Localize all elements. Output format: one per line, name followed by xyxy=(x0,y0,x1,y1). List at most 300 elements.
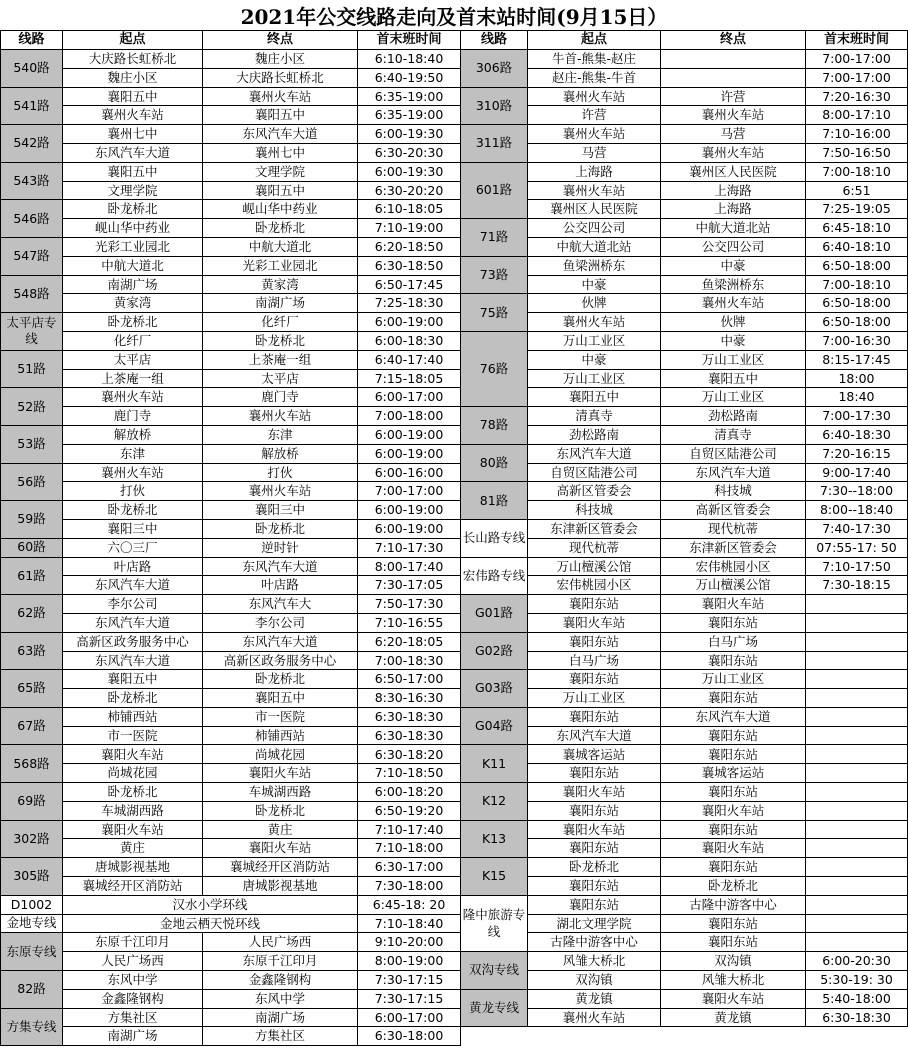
start-stop-cell: 卧龙桥北 xyxy=(63,501,203,520)
schedule-time-cell: 6:20-18:05 xyxy=(358,633,461,652)
start-stop-cell: 中豪 xyxy=(528,276,661,295)
start-stop-cell: 襄州火车站 xyxy=(528,125,661,144)
end-stop-cell: 襄阳东站 xyxy=(661,821,806,840)
route-name-cell: 80路 xyxy=(461,445,528,483)
end-stop-cell: 科技城 xyxy=(661,482,806,501)
schedule-time-cell: 6:50-17:00 xyxy=(358,670,461,689)
end-stop-cell: 劲松路南 xyxy=(661,407,806,426)
schedule-time-cell xyxy=(806,745,908,764)
end-stop-cell: 襄阳东站 xyxy=(661,783,806,802)
schedule-time-cell xyxy=(806,877,908,896)
end-stop-cell: 李尔公司 xyxy=(203,614,358,633)
route-name-cell: G01路 xyxy=(461,595,528,633)
schedule-time-cell: 6:51 xyxy=(806,182,908,201)
end-stop-cell: 宏伟桃园小区 xyxy=(661,558,806,577)
route-name-cell: 311路 xyxy=(461,125,528,163)
schedule-time-cell: 6:00-19:30 xyxy=(358,125,461,144)
route-name-cell: 542路 xyxy=(0,125,63,163)
schedule-time-cell: 6:35-19:00 xyxy=(358,88,461,107)
route-name-cell: 546路 xyxy=(0,200,63,238)
start-stop-cell: 万山工业区 xyxy=(528,370,661,389)
start-stop-cell: 万山工业区 xyxy=(528,332,661,351)
schedule-time-cell xyxy=(806,821,908,840)
route-name-cell: 67路 xyxy=(0,708,63,746)
route-name-cell: 601路 xyxy=(461,163,528,219)
schedule-time-cell: 7:00-17:30 xyxy=(806,407,908,426)
schedule-time-cell: 18:40 xyxy=(806,388,908,407)
schedule-time-cell xyxy=(806,652,908,671)
end-stop-cell: 东原千江印月 xyxy=(203,952,358,971)
end-stop-cell: 大庆路长虹桥北 xyxy=(203,69,358,88)
schedule-time-cell: 6:00-19:00 xyxy=(358,313,461,332)
schedule-time-cell: 6:00-16:00 xyxy=(358,464,461,483)
schedule-time-cell: 9:10-20:00 xyxy=(358,933,461,952)
end-stop-cell: 黄家湾 xyxy=(203,276,358,295)
start-stop-cell: 卧龙桥北 xyxy=(63,783,203,802)
start-stop-cell: 尚城花园 xyxy=(63,764,203,783)
start-stop-cell: 襄阳东站 xyxy=(528,633,661,652)
start-stop-cell: 解放桥 xyxy=(63,426,203,445)
start-stop-cell: 中豪 xyxy=(528,351,661,370)
schedule-time-cell: 7:30--18:00 xyxy=(806,482,908,501)
schedule-time-cell: 6:00-17:00 xyxy=(358,1009,461,1028)
end-stop-cell: 襄阳东站 xyxy=(661,727,806,746)
end-stop-cell: 襄阳东站 xyxy=(661,614,806,633)
end-stop-cell: 清真寺 xyxy=(661,426,806,445)
schedule-time-cell: 6:30-18:20 xyxy=(358,745,461,764)
end-stop-cell: 东风汽车大道 xyxy=(203,633,358,652)
end-stop-cell: 襄州七中 xyxy=(203,144,358,163)
route-name-cell: 306路 xyxy=(461,50,528,88)
start-stop-cell: 市一医院 xyxy=(63,727,203,746)
start-stop-cell: 襄阳东站 xyxy=(528,708,661,727)
start-stop-cell: 襄阳火车站 xyxy=(63,821,203,840)
start-stop-cell: 高新区管委会 xyxy=(528,482,661,501)
left-header-start: 起点 xyxy=(63,31,203,50)
route-name-cell: 69路 xyxy=(0,783,63,821)
start-stop-cell: 襄阳东站 xyxy=(528,595,661,614)
schedule-time-cell: 6:40-18:30 xyxy=(806,426,908,445)
route-name-cell: 75路 xyxy=(461,294,528,332)
schedule-time-cell xyxy=(806,633,908,652)
end-stop-cell: 襄阳东站 xyxy=(661,689,806,708)
route-name-cell: G03路 xyxy=(461,670,528,708)
route-name-cell: 81路 xyxy=(461,482,528,520)
end-stop-cell: 岘山华中药业 xyxy=(203,200,358,219)
start-stop-cell: 襄阳火车站 xyxy=(528,614,661,633)
end-stop-cell: 襄阳五中 xyxy=(203,182,358,201)
end-stop-cell: 东津新区管委会 xyxy=(661,539,806,558)
start-stop-cell: 太平店 xyxy=(63,351,203,370)
start-stop-cell: 卧龙桥北 xyxy=(63,200,203,219)
route-name-cell: 302路 xyxy=(0,821,63,859)
end-stop-cell: 太平店 xyxy=(203,370,358,389)
start-stop-cell: 东津新区管委会 xyxy=(528,520,661,539)
start-stop-cell: 牛首-熊集-赵庄 xyxy=(528,50,661,69)
start-stop-cell: 襄阳五中 xyxy=(63,88,203,107)
right-header-start: 起点 xyxy=(528,31,661,50)
start-stop-cell: 六〇三厂 xyxy=(63,539,203,558)
start-stop-cell: 古隆中游客中心 xyxy=(528,933,661,952)
start-stop-cell: 打伙 xyxy=(63,482,203,501)
schedule-time-cell: 7:50-16:50 xyxy=(806,144,908,163)
start-stop-cell: 湖北文理学院 xyxy=(528,915,661,934)
start-stop-cell: 方集社区 xyxy=(63,1009,203,1028)
start-stop-cell: 公交四公司 xyxy=(528,219,661,238)
schedule-time-cell: 8:00-17:40 xyxy=(358,558,461,577)
schedule-time-cell: 6:00-19:00 xyxy=(358,426,461,445)
start-stop-cell: 襄阳东站 xyxy=(528,839,661,858)
route-name-cell: K13 xyxy=(461,821,528,859)
schedule-time-cell: 6:40-18:10 xyxy=(806,238,908,257)
end-stop-cell: 伙牌 xyxy=(661,313,806,332)
start-stop-cell: 襄州区人民医院 xyxy=(528,200,661,219)
end-stop-cell: 黄庄 xyxy=(203,821,358,840)
end-stop-cell: 柿铺西站 xyxy=(203,727,358,746)
schedule-time-cell: 5:30-19: 30 xyxy=(806,971,908,990)
schedule-time-cell: 7:10-18:50 xyxy=(358,764,461,783)
schedule-time-cell: 7:10-18:00 xyxy=(358,839,461,858)
start-stop-cell: 魏庄小区 xyxy=(63,69,203,88)
end-stop-cell: 卧龙桥北 xyxy=(203,802,358,821)
schedule-time-cell xyxy=(806,858,908,877)
route-name-cell: 63路 xyxy=(0,633,63,671)
schedule-time-cell: 6:30-20:30 xyxy=(358,144,461,163)
route-name-cell: 53路 xyxy=(0,426,63,464)
end-stop-cell: 中航大道北 xyxy=(203,238,358,257)
schedule-time-cell: 7:10-17:40 xyxy=(358,821,461,840)
schedule-time-cell: 6:35-19:00 xyxy=(358,106,461,125)
start-stop-cell: 东风汽车大道 xyxy=(528,727,661,746)
schedule-time-cell: 6:30-18:00 xyxy=(358,1027,461,1046)
end-stop-cell: 上海路 xyxy=(661,200,806,219)
start-stop-cell: 风雏大桥北 xyxy=(528,952,661,971)
schedule-time-cell: 6:40-19:50 xyxy=(358,69,461,88)
end-stop-cell: 叶店路 xyxy=(203,576,358,595)
start-stop-cell: 车城湖西路 xyxy=(63,802,203,821)
schedule-time-cell: 7:00-17:00 xyxy=(358,482,461,501)
schedule-time-cell: 7:00-18:10 xyxy=(806,276,908,295)
route-name-cell: 61路 xyxy=(0,558,63,596)
start-stop-cell: 襄州火车站 xyxy=(63,106,203,125)
end-stop-cell: 襄州区人民医院 xyxy=(661,163,806,182)
left-header-route: 线路 xyxy=(0,31,63,50)
schedule-time-cell: 6:00-19:00 xyxy=(358,501,461,520)
schedule-time-cell: 6:30-18:30 xyxy=(358,708,461,727)
route-name-cell: 52路 xyxy=(0,388,63,426)
schedule-time-cell xyxy=(806,727,908,746)
schedule-time-cell xyxy=(806,670,908,689)
end-stop-cell: 唐城影视基地 xyxy=(203,877,358,896)
route-name-cell: 540路 xyxy=(0,50,63,88)
start-stop-cell: 科技城 xyxy=(528,501,661,520)
end-stop-cell: 襄城客运站 xyxy=(661,764,806,783)
schedule-time-cell: 7:00-17:00 xyxy=(806,50,908,69)
schedule-time-cell: 6:45-18: 20 xyxy=(358,896,461,915)
route-name-cell: 62路 xyxy=(0,595,63,633)
end-stop-cell: 逆时针 xyxy=(203,539,358,558)
end-stop-cell: 襄州火车站 xyxy=(661,144,806,163)
start-stop-cell: 黄家湾 xyxy=(63,294,203,313)
schedule-time-cell: 7:50-17:30 xyxy=(358,595,461,614)
start-stop-cell: 襄阳东站 xyxy=(528,764,661,783)
end-stop-cell: 公交四公司 xyxy=(661,238,806,257)
schedule-time-cell: 6:30-17:00 xyxy=(358,858,461,877)
start-stop-cell: 化纤厂 xyxy=(63,332,203,351)
route-name-cell: 543路 xyxy=(0,163,63,201)
schedule-time-cell: 6:50-17:45 xyxy=(358,276,461,295)
start-stop-cell: 中航大道北站 xyxy=(528,238,661,257)
end-stop-cell: 人民广场西 xyxy=(203,933,358,952)
start-stop-cell: 柿铺西站 xyxy=(63,708,203,727)
end-stop-cell: 襄阳东站 xyxy=(661,652,806,671)
end-stop-cell: 中豪 xyxy=(661,257,806,276)
loop-route-cell: 金地云栖天悦环线 xyxy=(63,915,358,934)
schedule-time-cell: 6:00-19:30 xyxy=(358,163,461,182)
start-stop-cell: 黄龙镇 xyxy=(528,990,661,1009)
start-stop-cell: 卧龙桥北 xyxy=(528,858,661,877)
schedule-time-cell: 7:20-16:30 xyxy=(806,88,908,107)
end-stop-cell: 黄龙镇 xyxy=(661,1009,806,1028)
end-stop-cell: 东风中学 xyxy=(203,990,358,1009)
start-stop-cell: 襄阳东站 xyxy=(528,670,661,689)
schedule-time-cell: 07:55-17: 50 xyxy=(806,539,908,558)
end-stop-cell: 东风汽车大道 xyxy=(203,125,358,144)
start-stop-cell: 岘山华中药业 xyxy=(63,219,203,238)
start-stop-cell: 上茶庵一组 xyxy=(63,370,203,389)
end-stop-cell: 化纤厂 xyxy=(203,313,358,332)
page-title: 2021年公交线路走向及首末站时间(9月15日） xyxy=(0,0,908,31)
route-name-cell: K11 xyxy=(461,745,528,783)
left-header-end: 终点 xyxy=(203,31,358,50)
route-name-cell: 541路 xyxy=(0,88,63,126)
end-stop-cell: 襄阳东站 xyxy=(661,915,806,934)
end-stop-cell: 卧龙桥北 xyxy=(661,877,806,896)
route-name-cell: 方集专线 xyxy=(0,1009,63,1047)
end-stop-cell: 襄阳五中 xyxy=(203,106,358,125)
route-name-cell: 金地专线 xyxy=(0,915,63,934)
schedule-time-cell: 6:50-19:20 xyxy=(358,802,461,821)
route-name-cell: 宏伟路专线 xyxy=(461,558,528,596)
start-stop-cell: 李尔公司 xyxy=(63,595,203,614)
end-stop-cell: 风雏大桥北 xyxy=(661,971,806,990)
end-stop-cell: 鱼梁洲桥东 xyxy=(661,276,806,295)
schedule-time-cell: 6:30-20:20 xyxy=(358,182,461,201)
end-stop-cell: 车城湖西路 xyxy=(203,783,358,802)
schedule-time-cell xyxy=(806,802,908,821)
end-stop-cell: 高新区管委会 xyxy=(661,501,806,520)
route-name-cell: 305路 xyxy=(0,858,63,896)
schedule-time-cell xyxy=(806,783,908,802)
route-name-cell: K12 xyxy=(461,783,528,821)
schedule-time-cell: 6:00-20:30 xyxy=(806,952,908,971)
end-stop-cell: 襄阳火车站 xyxy=(661,839,806,858)
start-stop-cell: 许营 xyxy=(528,106,661,125)
schedule-time-cell xyxy=(806,915,908,934)
schedule-time-cell: 6:50-18:00 xyxy=(806,294,908,313)
schedule-time-cell: 6:50-18:00 xyxy=(806,257,908,276)
end-stop-cell: 市一医院 xyxy=(203,708,358,727)
end-stop-cell: 魏庄小区 xyxy=(203,50,358,69)
schedule-time-cell: 7:10-16:00 xyxy=(806,125,908,144)
end-stop-cell: 尚城花园 xyxy=(203,745,358,764)
end-stop-cell: 襄州火车站 xyxy=(203,407,358,426)
end-stop-cell: 襄阳火车站 xyxy=(661,595,806,614)
start-stop-cell: 襄州火车站 xyxy=(528,1009,661,1028)
route-name-cell: 310路 xyxy=(461,88,528,126)
start-stop-cell: 光彩工业园北 xyxy=(63,238,203,257)
end-stop-cell: 卧龙桥北 xyxy=(203,332,358,351)
route-name-cell: G04路 xyxy=(461,708,528,746)
route-name-cell: 548路 xyxy=(0,276,63,314)
schedule-time-cell xyxy=(806,689,908,708)
schedule-time-cell: 7:10-16:55 xyxy=(358,614,461,633)
schedule-time-cell xyxy=(806,614,908,633)
schedule-time-cell: 7:10-18:40 xyxy=(358,915,461,934)
schedule-time-cell: 7:30-18:15 xyxy=(806,576,908,595)
end-stop-cell: 上茶庵一组 xyxy=(203,351,358,370)
route-name-cell: 60路 xyxy=(0,539,63,558)
end-stop-cell: 襄州火车站 xyxy=(203,482,358,501)
route-name-cell: 82路 xyxy=(0,971,63,1009)
end-stop-cell: 襄城经开区消防站 xyxy=(203,858,358,877)
schedule-time-cell: 6:00-18:30 xyxy=(358,332,461,351)
start-stop-cell: 东风汽车大道 xyxy=(63,652,203,671)
route-name-cell: 隆中旅游专线 xyxy=(461,896,528,952)
schedule-time-cell: 7:30-17:15 xyxy=(358,990,461,1009)
end-stop-cell: 襄阳东站 xyxy=(661,858,806,877)
schedule-time-cell xyxy=(806,839,908,858)
right-header-time: 首末班时间 xyxy=(806,31,908,50)
end-stop-cell: 方集社区 xyxy=(203,1027,358,1046)
right-header-route: 线路 xyxy=(461,31,528,50)
schedule-time-cell: 7:00-18:10 xyxy=(806,163,908,182)
end-stop-cell: 马营 xyxy=(661,125,806,144)
schedule-time-cell: 8:15-17:45 xyxy=(806,351,908,370)
end-stop-cell: 襄阳火车站 xyxy=(203,764,358,783)
start-stop-cell: 东风中学 xyxy=(63,971,203,990)
end-stop-cell: 高新区政务服务中心 xyxy=(203,652,358,671)
schedule-time-cell: 6:00-17:00 xyxy=(358,388,461,407)
start-stop-cell: 宏伟桃园小区 xyxy=(528,576,661,595)
route-name-cell: 双沟专线 xyxy=(461,952,528,990)
left-header-time: 首末班时间 xyxy=(358,31,461,50)
route-name-cell: 长山路专线 xyxy=(461,520,528,558)
start-stop-cell: 清真寺 xyxy=(528,407,661,426)
start-stop-cell: 白马广场 xyxy=(528,652,661,671)
route-name-cell: 73路 xyxy=(461,257,528,295)
right-header-end: 终点 xyxy=(661,31,806,50)
schedule-time-cell: 7:40-17:30 xyxy=(806,520,908,539)
route-name-cell: 59路 xyxy=(0,501,63,539)
start-stop-cell: 襄阳火车站 xyxy=(528,783,661,802)
end-stop-cell: 东风汽车大 xyxy=(203,595,358,614)
schedule-time-cell xyxy=(806,764,908,783)
start-stop-cell: 东津 xyxy=(63,445,203,464)
start-stop-cell: 南湖广场 xyxy=(63,1027,203,1046)
schedule-time-cell: 7:25-19:05 xyxy=(806,200,908,219)
start-stop-cell: 东风汽车大道 xyxy=(528,445,661,464)
schedule-time-cell: 7:10-19:00 xyxy=(358,219,461,238)
route-name-cell: 568路 xyxy=(0,745,63,783)
end-stop-cell xyxy=(661,50,806,69)
schedule-time-cell xyxy=(806,708,908,727)
schedule-time-cell: 7:30-18:00 xyxy=(358,877,461,896)
route-name-cell: 黄龙专线 xyxy=(461,990,528,1028)
route-name-cell: 65路 xyxy=(0,670,63,708)
start-stop-cell: 东风汽车大道 xyxy=(63,144,203,163)
start-stop-cell: 襄阳五中 xyxy=(528,388,661,407)
end-stop-cell: 现代杭蒂 xyxy=(661,520,806,539)
schedule-time-cell: 8:00-17:10 xyxy=(806,106,908,125)
start-stop-cell: 襄州火车站 xyxy=(528,88,661,107)
start-stop-cell: 劲松路南 xyxy=(528,426,661,445)
end-stop-cell: 东风汽车大道 xyxy=(203,558,358,577)
schedule-time-cell xyxy=(806,896,908,915)
start-stop-cell: 襄州火车站 xyxy=(528,182,661,201)
start-stop-cell: 卧龙桥北 xyxy=(63,313,203,332)
schedule-time-cell: 9:00-17:40 xyxy=(806,464,908,483)
start-stop-cell: 东风汽车大道 xyxy=(63,576,203,595)
start-stop-cell: 鹿门寺 xyxy=(63,407,203,426)
schedule-time-cell xyxy=(806,595,908,614)
end-stop-cell: 东风汽车大道 xyxy=(661,464,806,483)
end-stop-cell: 古隆中游客中心 xyxy=(661,896,806,915)
end-stop-cell: 襄州火车站 xyxy=(661,106,806,125)
end-stop-cell: 襄州火车站 xyxy=(203,88,358,107)
start-stop-cell: 黄庄 xyxy=(63,839,203,858)
schedule-time-cell: 6:30-18:30 xyxy=(806,1009,908,1028)
schedule-time-cell: 7:00-18:30 xyxy=(358,652,461,671)
end-stop-cell: 襄阳三中 xyxy=(203,501,358,520)
schedule-time-cell: 6:50-18:00 xyxy=(806,313,908,332)
end-stop-cell: 万山工业区 xyxy=(661,351,806,370)
end-stop-cell: 卧龙桥北 xyxy=(203,219,358,238)
route-name-cell: 56路 xyxy=(0,464,63,502)
loop-route-cell: 汉水小学环线 xyxy=(63,896,358,915)
start-stop-cell: 伙牌 xyxy=(528,294,661,313)
schedule-time-cell: 7:10-17:30 xyxy=(358,539,461,558)
end-stop-cell: 许营 xyxy=(661,88,806,107)
start-stop-cell: 万山檀溪公馆 xyxy=(528,558,661,577)
schedule-time-cell: 6:30-18:30 xyxy=(358,727,461,746)
start-stop-cell: 襄阳三中 xyxy=(63,520,203,539)
end-stop-cell: 卧龙桥北 xyxy=(203,670,358,689)
schedule-time-cell: 8:30-16:30 xyxy=(358,689,461,708)
end-stop-cell: 自贸区陆港公司 xyxy=(661,445,806,464)
schedule-time-cell: 6:10-18:40 xyxy=(358,50,461,69)
start-stop-cell: 赵庄-熊集-牛首 xyxy=(528,69,661,88)
schedule-time-cell: 7:15-18:05 xyxy=(358,370,461,389)
start-stop-cell: 卧龙桥北 xyxy=(63,689,203,708)
schedule-time-cell: 6:45-18:10 xyxy=(806,219,908,238)
start-stop-cell: 襄州火车站 xyxy=(528,313,661,332)
start-stop-cell: 鱼梁洲桥东 xyxy=(528,257,661,276)
start-stop-cell: 襄阳火车站 xyxy=(528,821,661,840)
schedule-time-cell: 5:40-18:00 xyxy=(806,990,908,1009)
schedule-time-cell: 6:00-19:00 xyxy=(358,520,461,539)
start-stop-cell: 襄城经开区消防站 xyxy=(63,877,203,896)
start-stop-cell: 襄阳五中 xyxy=(63,670,203,689)
end-stop-cell: 万山工业区 xyxy=(661,670,806,689)
end-stop-cell: 卧龙桥北 xyxy=(203,520,358,539)
end-stop-cell: 襄州火车站 xyxy=(661,294,806,313)
start-stop-cell: 中航大道北 xyxy=(63,257,203,276)
schedule-time-cell: 6:10-18:05 xyxy=(358,200,461,219)
start-stop-cell: 襄州火车站 xyxy=(63,464,203,483)
schedule-time-cell: 6:20-18:50 xyxy=(358,238,461,257)
end-stop-cell: 襄阳火车站 xyxy=(661,802,806,821)
